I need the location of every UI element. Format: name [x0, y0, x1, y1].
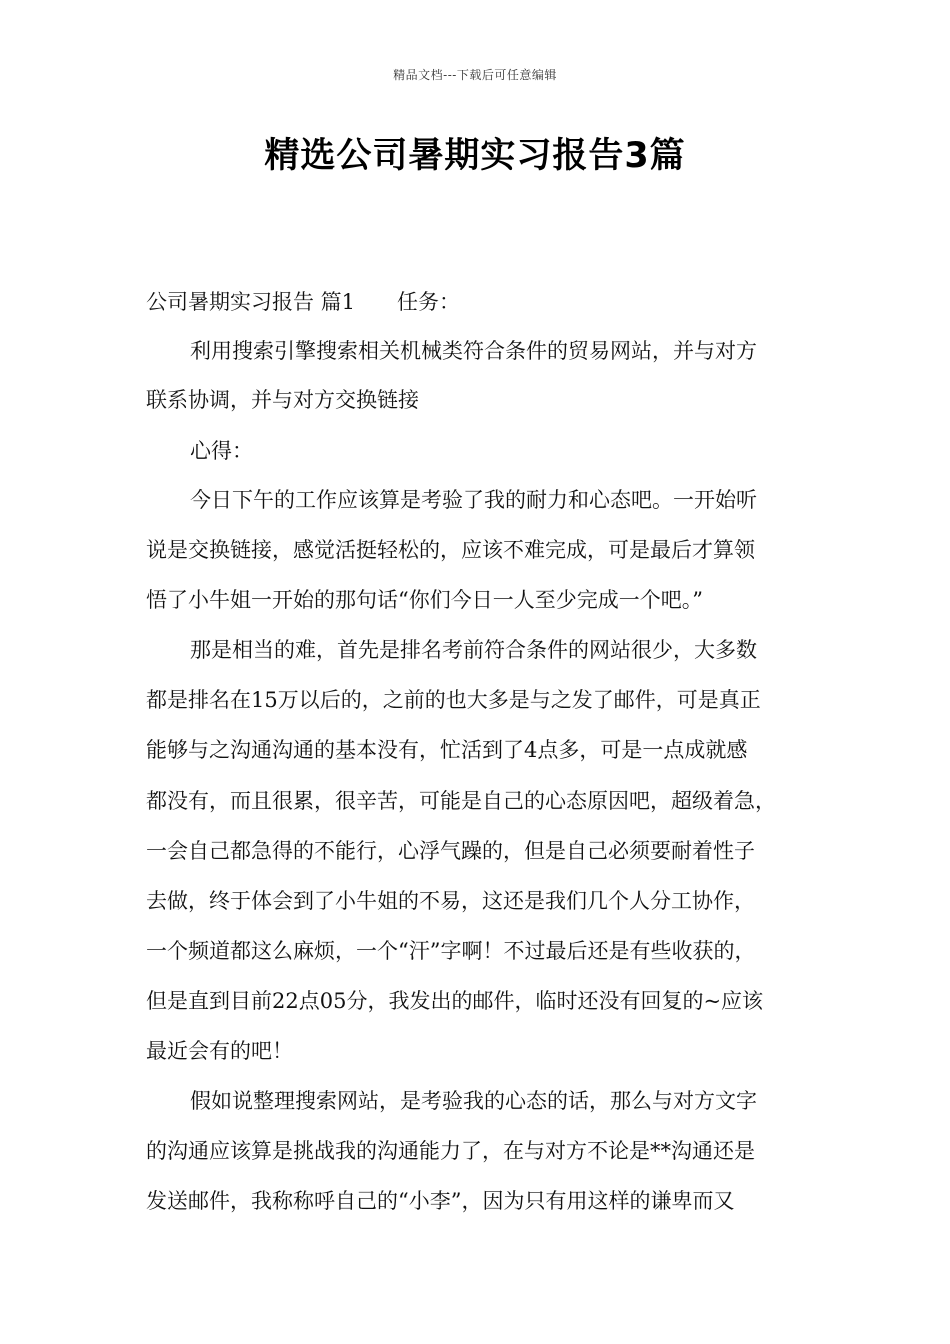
body-line: 一会自己都急得的不能行，心浮气躁的，但是自己必须要耐着性子	[146, 839, 755, 863]
header-note: 精品文档---下载后可任意编辑	[393, 68, 557, 82]
body-line: 悟了小牛姐一开始的那句话“你们今日一人至少完成一个吧。”	[146, 588, 703, 612]
body-line: 那是相当的难，首先是排名考前符合条件的网站很少，大多数	[190, 638, 757, 662]
body-line: 都没有，而且很累，很辛苦，可能是自己的心态原因吧，超级着急，	[146, 789, 776, 813]
body-line: 发送邮件，我称称呼自己的“小李”，因为只有用这样的谦卑而又	[146, 1189, 735, 1213]
body-line: 联系协调，并与对方交换链接	[146, 388, 419, 412]
body-line: 公司暑期实习报告 篇1 任务：	[146, 290, 461, 314]
document-title: 精选公司暑期实习报告3篇	[264, 136, 686, 176]
body-line: 利用搜索引擎搜索相关机械类符合条件的贸易网站，并与对方	[190, 339, 757, 363]
body-line: 都是排名在15万以后的，之前的也大多是与之发了邮件，可是真正	[146, 688, 761, 712]
body-line: 的沟通应该算是挑战我的沟通能力了，在与对方不论是**沟通还是	[146, 1139, 755, 1163]
body-line: 心得：	[190, 439, 253, 463]
body-line: 今日下午的工作应该算是考验了我的耐力和心态吧。一开始听	[190, 488, 757, 512]
body-line: 假如说整理搜索网站，是考验我的心态的话，那么与对方文字	[190, 1089, 757, 1113]
body-line: 说是交换链接，感觉活挺轻松的，应该不难完成，可是最后才算领	[146, 538, 755, 562]
body-line: 一个频道都这么麻烦，一个“汗”字啊！不过最后还是有些收获的，	[146, 939, 756, 963]
body-line: 去做，终于体会到了小牛姐的不易，这还是我们几个人分工协作，	[146, 889, 755, 913]
body-line: 能够与之沟通沟通的基本没有，忙活到了4点多，可是一点成就感	[146, 738, 748, 762]
body-line: 但是直到目前22点05分，我发出的邮件，临时还没有回复的~应该	[146, 989, 764, 1013]
body-line: 最近会有的吧！	[146, 1039, 293, 1063]
